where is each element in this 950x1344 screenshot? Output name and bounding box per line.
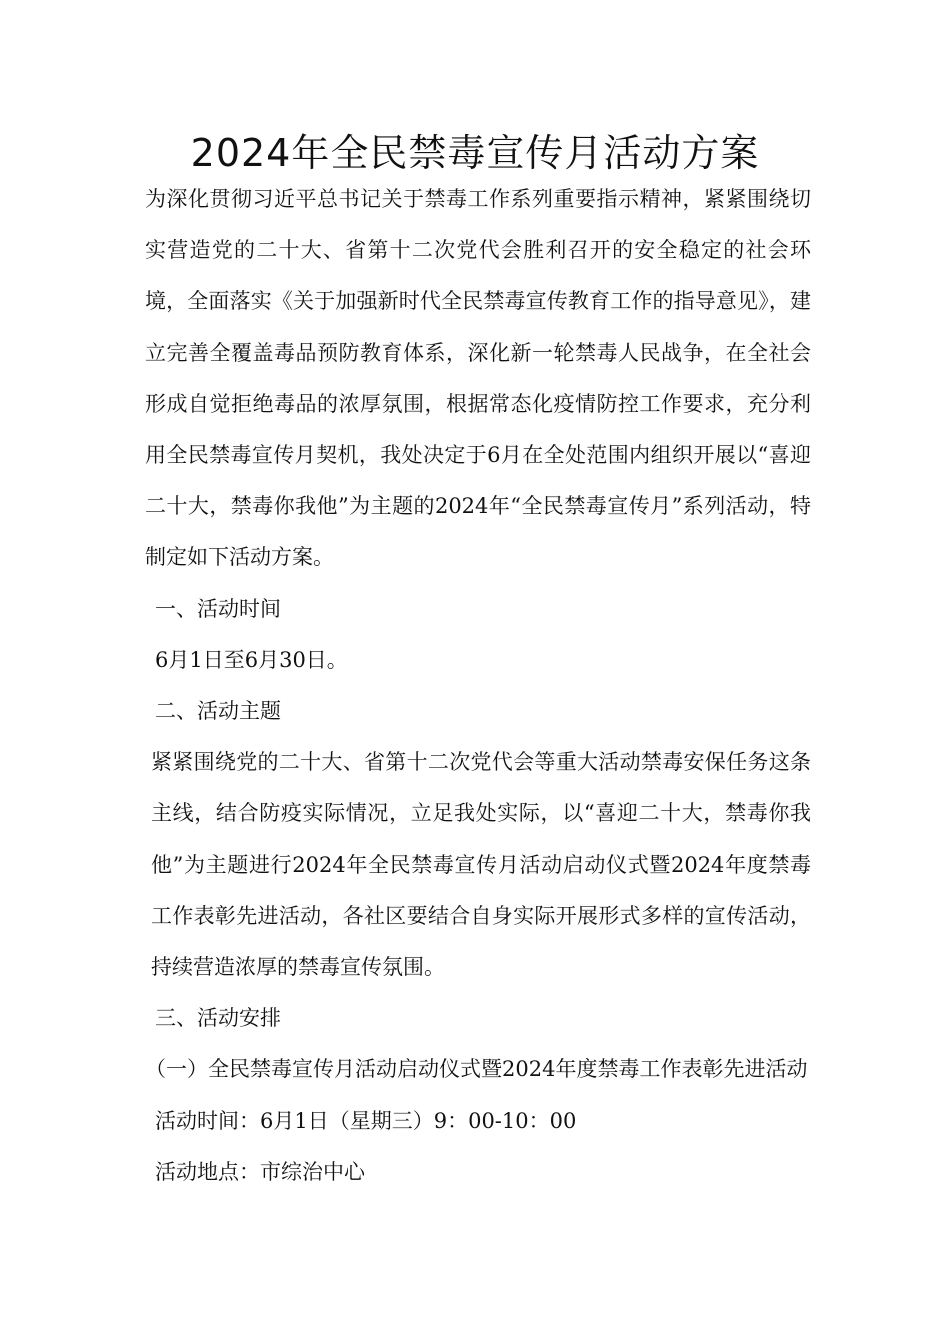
section-2-text: 紧紧围绕党的二十大、省第十二次党代会等重大活动禁毒安保任务这条主线，结合防疫实际情况，立足我处实际，以“喜迎二十大，禁毒你我他”为主题进行2024年全民禁毒宣传月活动启动仪式暨2024年度禁毒工作表彰先进活动，各社区要结合自身实际开展形式多样的宣传活动，持续营造浓厚的禁毒宣传氛围。 [151,750,811,980]
document-body [145,174,811,1198]
activity-time: 活动时间：6月1日（星期三）9：00-10：00 [155,1108,577,1133]
subsection-1-heading: （一）全民禁毒宣传月活动启动仪式暨2024年度禁毒工作表彰先进活动 [145,1057,808,1082]
document-title: 2024年全民禁毒宣传月活动方案 [190,131,760,175]
section-3-heading: 三、活动安排 [155,1006,281,1031]
section-1-text: 6月1日至6月30日。 [155,647,348,672]
intro-paragraph: 为深化贯彻习近平总书记关于禁毒工作系列重要指示精神，紧紧围绕切实营造党的二十大、省第十二次党代会胜利召开的安全稳定的社会环境，全面落实《关于加强新时代全民禁毒宣传教育工作的指导意见》，建立完善全覆盖毒品预防教育体系，深化新一轮禁毒人民战争，在全社会形成自觉拒绝毒品的浓厚氛围，根据常态化疫情防控工作要求，充分利用全民禁毒宣传月契机，我处决定于6月在全处范围内组织开展以“喜迎二十大，禁毒你我他”为主题的2024年“全民禁毒宣传月”系列活动，特制定如下活动方案。 [145,187,811,570]
section-1-heading: 一、活动时间 [155,596,281,621]
section-2-heading: 二、活动主题 [155,699,281,724]
activity-location: 活动地点：市综治中心 [155,1159,365,1184]
